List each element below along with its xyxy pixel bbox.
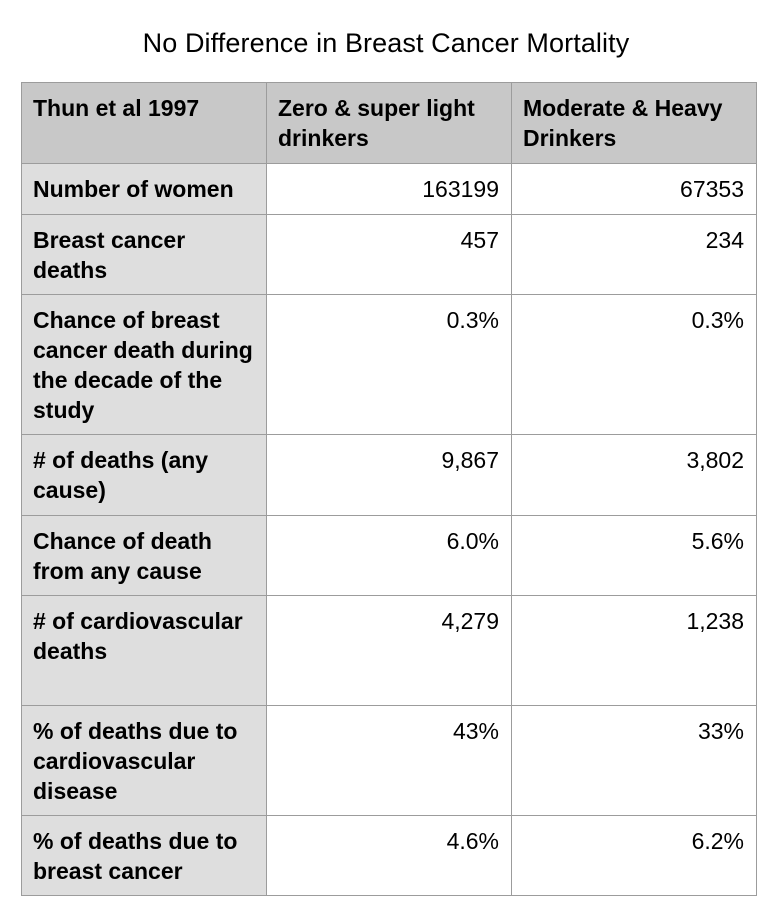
table-cell: 4,279 [267, 596, 512, 706]
table-cell: 4.6% [267, 816, 512, 896]
row-label: % of deaths due to cardiovascular disease [22, 706, 267, 816]
table-cell: 43% [267, 706, 512, 816]
row-label: # of cardiovascular deaths [22, 596, 267, 706]
table-row [22, 816, 757, 896]
page-title: No Difference in Breast Cancer Mortality [142, 28, 630, 58]
table-cell: 5.6% [512, 516, 757, 596]
table-header-row [22, 83, 757, 164]
table-row [22, 706, 757, 816]
table-cell: 1,238 [512, 596, 757, 706]
table-cell: 163199 [267, 164, 512, 215]
header-cell-light-drinkers: Zero & super light drinkers [267, 83, 512, 164]
table-row [22, 435, 757, 516]
row-label: # of deaths (any cause) [22, 435, 267, 516]
row-label: Number of women [22, 164, 267, 215]
table-cell: 457 [267, 215, 512, 295]
table-row [22, 164, 757, 215]
table-cell: 33% [512, 706, 757, 816]
row-label: % of deaths due to breast cancer [22, 816, 267, 896]
table-cell: 6.0% [267, 516, 512, 596]
table-cell: 0.3% [512, 295, 757, 435]
table-cell: 234 [512, 215, 757, 295]
table-row [22, 516, 757, 596]
row-label: Chance of death from any cause [22, 516, 267, 596]
table-row [22, 596, 757, 706]
row-label: Breast cancer deaths [22, 215, 267, 295]
table-cell: 9,867 [267, 435, 512, 516]
comparison-table [21, 82, 757, 896]
table-cell: 6.2% [512, 816, 757, 896]
header-cell-heavy-drinkers: Moderate & Heavy Drinkers [512, 83, 757, 164]
table-cell: 67353 [512, 164, 757, 215]
table-row [22, 295, 757, 435]
row-label: Chance of breast cancer death during the decade of the study [22, 295, 267, 435]
header-cell-study: Thun et al 1997 [22, 83, 267, 164]
table-row [22, 215, 757, 295]
table-cell: 0.3% [267, 295, 512, 435]
table-cell: 3,802 [512, 435, 757, 516]
